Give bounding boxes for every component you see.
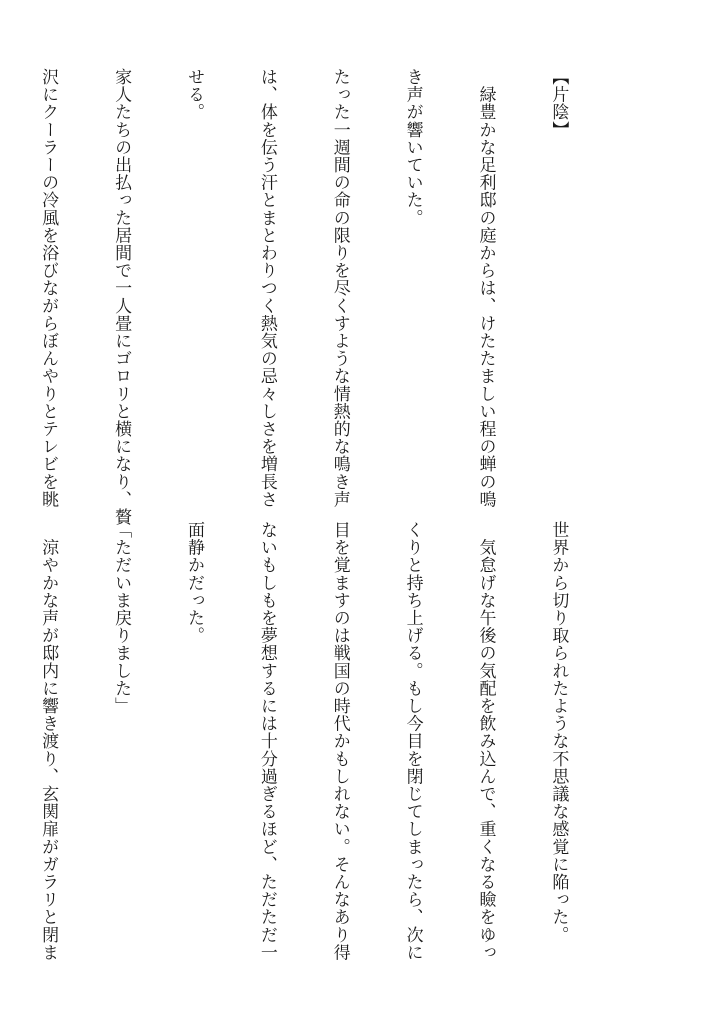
text-line: 緑豊かな足利邸の庭からは、けたたましい程の蝉の鳴 <box>475 68 496 508</box>
text-line: たった一週間の命の限りを尽くすような情熱的な鳴き声 <box>329 68 350 508</box>
text-line: ないもしもを夢想するには十分過ぎるほど、ただただ一 <box>256 521 277 961</box>
text-line: 家人たちの出払った居間で一人畳にゴロリと横になり、贅 <box>111 68 132 526</box>
text-line: 世界から切り取られたような不思議な感覚に陥った。 <box>548 521 569 944</box>
text-line: き声が響いていた。 <box>402 68 423 227</box>
text-line: くりと持ち上げる。もし今目を閉じてしまったら、次に <box>402 521 423 961</box>
text-line: 涼やかな声が邸内に響き渡り、玄関扉がガラリと閉ま <box>38 521 59 961</box>
text-line: せる。 <box>183 68 204 121</box>
top-text-block <box>38 68 619 526</box>
text-line: 面静かだった。 <box>183 521 204 645</box>
text-line: 気怠げな午後の気配を飲み込んで、重くなる瞼をゆっ <box>475 521 496 961</box>
bottom-text-block <box>38 521 619 961</box>
text-line: は、体を伝う汗とまとわりつく熱気の忌々しさを増長さ <box>256 68 277 508</box>
text-line: 沢にクーラーの冷風を浴びながらぼんやりとテレビを眺 <box>38 68 59 508</box>
section-title: 【片陰】 <box>548 68 569 139</box>
text-line: 目を覚ますのは戦国の時代かもしれない。そんなあり得 <box>329 521 350 961</box>
text-line: 「ただいま戻りました」 <box>111 521 132 715</box>
